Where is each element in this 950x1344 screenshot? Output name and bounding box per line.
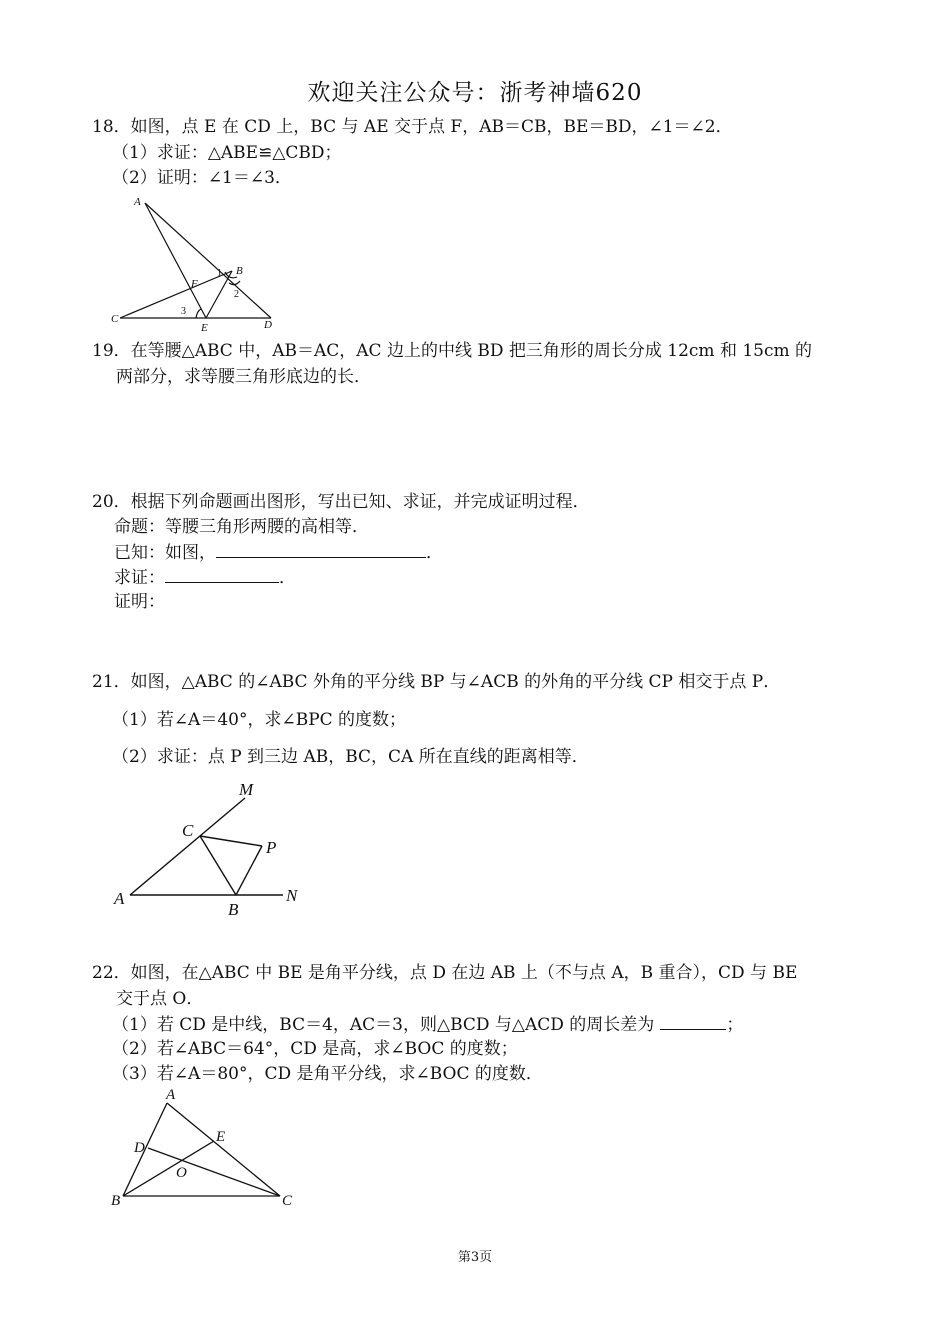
q18-seg-AE <box>145 203 206 318</box>
q18-seg-CB <box>120 271 232 318</box>
q21-label-A: A <box>114 889 125 908</box>
q20-given-row <box>114 541 443 564</box>
q18-part2: （2）证明：∠1＝∠3． <box>112 168 292 188</box>
q18-label-B: B <box>236 265 243 277</box>
q21-label-B: B <box>228 900 239 919</box>
q21-seg-CP <box>200 836 262 846</box>
q22-seg-AB <box>123 1103 167 1196</box>
q18-stem: 18．如图，点 E 在 CD 上，BC 与 AE 交于点 F，AB＝CB，BE＝BD，∠1＝∠2． <box>92 117 733 137</box>
q22-part1-end: ； <box>726 1015 744 1035</box>
q21-label-M: M <box>239 780 254 799</box>
q18-angle1-arc <box>225 272 237 278</box>
q22-seg-AC <box>167 1103 280 1196</box>
q22-label-A: A <box>166 1087 176 1103</box>
q18-label-2: 2 <box>234 289 239 300</box>
q18-angle3-arc <box>196 309 201 318</box>
q21-seg-CB <box>200 836 236 895</box>
q22-line2: 交于点 O． <box>116 989 204 1009</box>
q18-label-D: D <box>264 319 272 331</box>
q21-stem: 21．如图，△ABC 的∠ABC 外角的平分线 BP 与∠ACB 的外角的平分线 CP 相交于点 P． <box>92 672 781 692</box>
q20-given-period: ． <box>426 543 443 563</box>
q21-part1: （1）若∠A＝40°，求∠BPC 的度数； <box>112 710 407 730</box>
q22-seg-DC <box>148 1148 280 1196</box>
q18-seg-AD <box>145 203 271 318</box>
q18-label-F: F <box>191 278 198 290</box>
q20-given-label: 已知：如图， <box>114 543 216 563</box>
q18-label-C: C <box>111 313 119 325</box>
q19-line2: 两部分，求等腰三角形底边的长． <box>116 367 371 387</box>
q22-label-O: O <box>176 1165 187 1181</box>
q18-label-3: 3 <box>181 306 186 317</box>
q21-label-P: P <box>266 838 277 857</box>
q18-part1: （1）求证：△ABE≌△CBD； <box>112 143 342 163</box>
q18-seg-EB <box>206 271 232 318</box>
q20-proof-label: 证明： <box>114 592 165 612</box>
q21-label-N: N <box>286 886 298 905</box>
q18-label-A: A <box>134 196 141 208</box>
page-number: 第3页 <box>457 1250 493 1265</box>
q21-ray-AM <box>130 798 245 895</box>
q22-seg-BE <box>123 1141 214 1196</box>
q22-label-D: D <box>134 1140 145 1156</box>
q22-label-E: E <box>216 1129 226 1145</box>
q20-prove-blank[interactable] <box>165 566 279 583</box>
q18-angle2-arc <box>229 281 240 285</box>
q22-part2: （2）若∠ABC＝64°，CD 是高，求∠BOC 的度数； <box>112 1039 518 1059</box>
q20-given-blank[interactable] <box>216 541 426 558</box>
q22-part3: （3）若∠A＝80°，CD 是角平分线，求∠BOC 的度数． <box>112 1064 543 1084</box>
q20-prove-label: 求证： <box>114 568 165 588</box>
q21-label-C: C <box>182 821 194 840</box>
q22-label-C: C <box>282 1193 293 1209</box>
q20-proposition: 命题：等腰三角形两腰的高相等． <box>114 517 369 537</box>
q18-label-1: 1 <box>217 268 222 279</box>
q21-part2: （2）求证：点 P 到三边 AB，BC，CA 所在直线的距离相等． <box>112 747 589 767</box>
q21-seg-BP <box>236 846 262 895</box>
q22-part1-row <box>112 1013 743 1036</box>
q22-line1: 22．如图，在△ABC 中 BE 是角平分线，点 D 在边 AB 上（不与点 A，B 重合），CD 与 BE <box>92 963 798 983</box>
q18-label-E: E <box>201 322 208 334</box>
q19-line1: 19．在等腰△ABC 中，AB＝AC，AC 边上的中线 BD 把三角形的周长分成 12cm 和 15cm 的 <box>92 341 813 361</box>
q20-prove-period: ． <box>279 568 296 588</box>
q22-part1-blank[interactable] <box>660 1013 726 1030</box>
q20-prove-row <box>114 566 296 589</box>
page-header: 欢迎关注公众号：浙考神墙620 <box>307 80 643 106</box>
q22-part1-text: （1）若 CD 是中线，BC＝4，AC＝3，则△BCD 与△ACD 的周长差为 <box>112 1015 655 1035</box>
q20-stem: 20．根据下列命题画出图形，写出已知、求证，并完成证明过程． <box>92 492 590 512</box>
q22-label-B: B <box>111 1193 121 1209</box>
